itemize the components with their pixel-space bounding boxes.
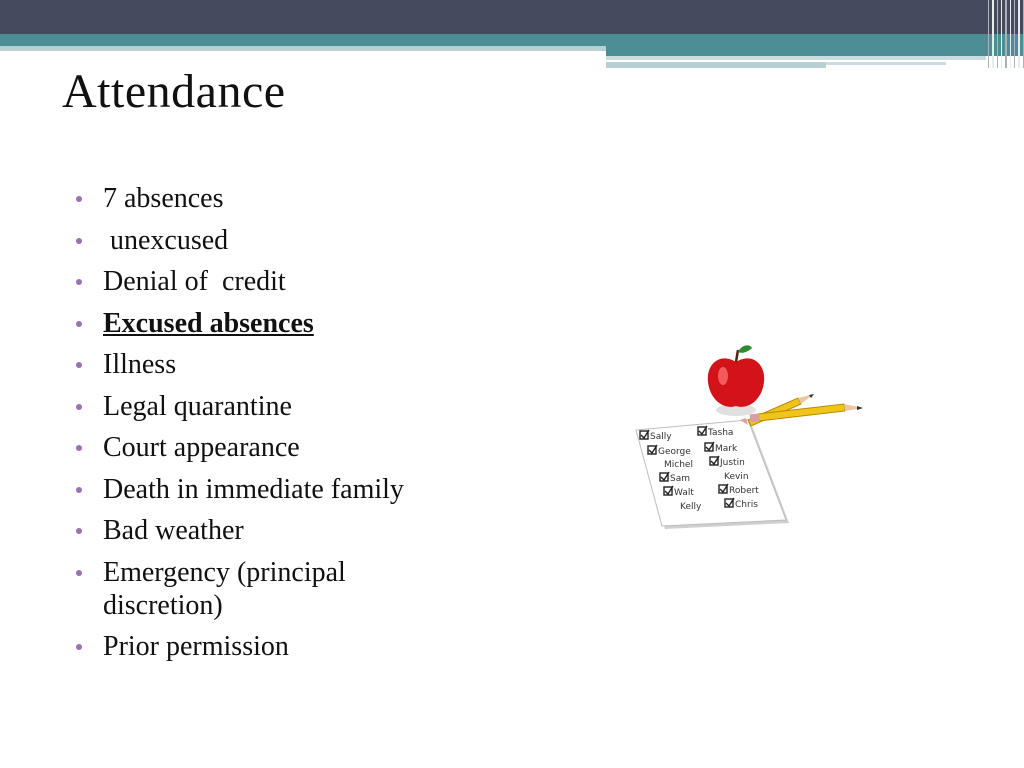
bullet-item [76,556,433,622]
bullet-dot-icon [76,362,82,368]
bullet-text: Court appearance [103,432,300,463]
bullet-item [76,390,496,423]
roll-name: Justin [720,458,745,468]
attendance-clipart [628,338,878,538]
roll-name: Kelly [680,502,702,512]
roll-name: George [658,447,691,457]
bullet-text: 7 absences [103,183,224,214]
bullet-dot-icon [76,238,82,244]
bullet-item [76,431,496,464]
apple-icon [708,345,764,416]
bullet-text: unexcused [103,224,229,256]
header-stripes [988,0,1024,68]
roll-name: Chris [735,500,758,510]
bullet-text: Denial of credit [103,266,286,297]
bullet-dot-icon [76,570,82,576]
roll-name: Tasha [708,428,734,438]
header-band-step2 [606,56,986,60]
bullet-dot-icon [76,196,82,202]
bullet-dot-icon [76,528,82,534]
bullet-dot-icon [76,644,82,650]
bullet-text: Death in immediate family [103,473,404,505]
pencil-icon [750,404,863,422]
bullet-dot-icon [76,445,82,451]
bullet-dot-icon [76,404,82,410]
roll-name: Robert [729,486,759,496]
header-band-step4 [826,62,946,65]
bullet-item [76,182,496,215]
bullet-item [76,348,496,381]
roll-name: Mark [715,444,738,454]
bullet-item [76,473,496,506]
bullet-text: Prior permission [103,631,289,662]
bullet-dot-icon [76,487,82,493]
bullet-text: Legal quarantine [103,390,292,422]
bullet-item [76,514,496,547]
bullet-dot-icon [76,321,82,327]
roll-name: Sam [670,474,690,484]
bullet-item [76,265,496,298]
roll-name: Sally [650,432,672,442]
bullet-item [76,224,496,257]
bullet-text: Illness [103,349,177,380]
slide-title: Attendance [62,65,286,118]
header-band-teal [0,34,1024,46]
bullet-text: Excused absences [103,307,314,339]
roll-name: Michel [664,460,693,470]
bullet-item [76,630,496,663]
header-band-dark [0,0,1024,34]
header-band-step [606,46,1024,56]
bullet-item-emphasis [76,307,496,340]
header-band-light [0,46,606,51]
roll-name: Walt [674,488,694,498]
header-band-step3 [606,62,826,68]
bullet-dot-icon [76,279,82,285]
roll-name: Kevin [724,472,749,482]
bullet-list [76,182,496,672]
bullet-text: Emergency (principal discretion) [103,556,346,621]
bullet-text: Bad weather [103,515,244,546]
